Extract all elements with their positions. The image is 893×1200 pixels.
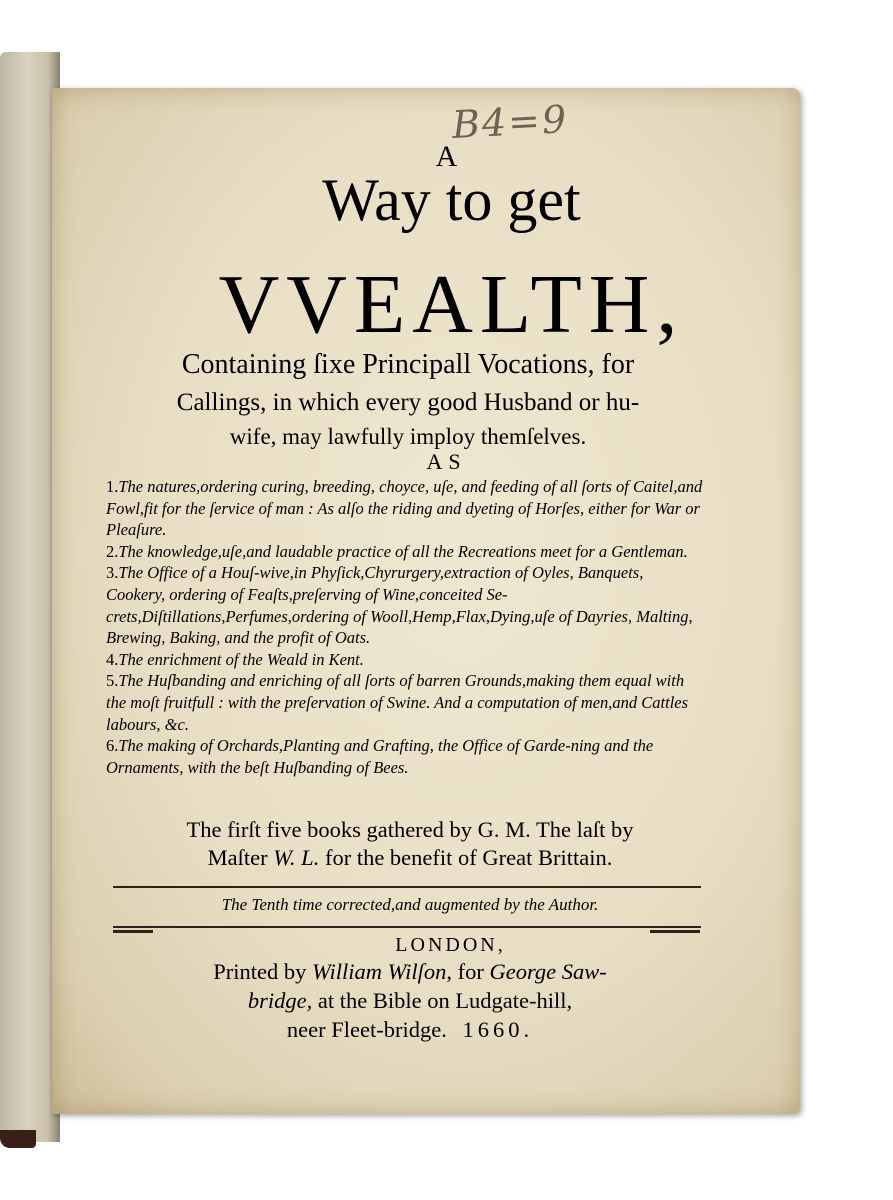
authors-line-1: The firſt five books gathered by G. M. The laſt by — [186, 817, 634, 842]
subtitle-line-1: Containing ſixe Principall Vocations, for — [181, 349, 635, 380]
bookseller-name: George Saw- — [489, 959, 607, 984]
item-text: The enrichment of the Weald in Kent. — [118, 649, 364, 669]
item-number: 2. — [106, 541, 119, 561]
item-number: 3. — [106, 563, 119, 583]
item-number: 4. — [106, 649, 119, 669]
printer-name: William Wilſon, — [311, 959, 452, 984]
imprint-year: 1660. — [462, 1017, 534, 1042]
imprint-line-1 — [110, 957, 710, 986]
imprint-city: LONDON, — [395, 934, 506, 956]
imprint-line-2 — [110, 986, 710, 1015]
item-text: The making of Orchards,Planting and Grafting, the Office of Garde-ning and the Ornaments, with the beſt Huſbanding of Bees. — [106, 736, 654, 777]
item-number: 1. — [106, 477, 119, 496]
subtitle-line-2: Callings, in which every good Husband or hu- — [176, 389, 640, 416]
bottom-rule — [113, 926, 701, 928]
authors-master: Maſter — [207, 845, 268, 870]
title-line: Way to get — [322, 167, 581, 233]
printed-by: Printed by — [213, 959, 307, 984]
vocation-item — [106, 541, 706, 563]
item-text: The natures,ordering curing, breeding, choyce, uſe, and feeding of all ſorts of Caitel,and Fowl,fit for the ſervice of man : As alſo the riding and dyeting of Horſes, either for War or Pleaſure. — [106, 477, 703, 540]
imprint-location: neer Fleet-bridge. — [286, 1017, 447, 1042]
title-main-word: VVEALTH, — [218, 258, 685, 351]
authors-statement — [110, 816, 710, 872]
vocation-item — [106, 476, 706, 541]
edition-statement: The Tenth time corrected,and augmented by the Author. — [221, 895, 599, 914]
item-number: 5. — [106, 671, 119, 691]
handwritten-shelfmark: B4=9 — [450, 96, 570, 148]
top-rule — [113, 886, 701, 888]
imprint-block — [110, 957, 710, 1044]
item-number: 6. — [106, 736, 119, 756]
bookseller-name-cont: bridge, — [247, 988, 313, 1013]
vocation-item — [106, 649, 706, 671]
vocations-list — [106, 476, 706, 778]
item-text: The Huſbanding and enriching of all ſorts of barren Grounds,making them equal with the moſt fruitfull : with the preſervation of Swine. And a computation of men,and Cattles labours, &c. — [106, 671, 689, 734]
item-text: The Office of a Houſ-wive,in Phyſick,Chyrurgery,extraction of Oyles, Banquets, Cookery, ordering of Feaſts,preſerving of Wine,conceited Se-crets,Diſtillations,Perfumes,ordering of Wooll,Hemp,Flax,Dying,uſe of Dayries, Malting, Brewing, Baking, and the profit of Oats. — [106, 563, 693, 648]
right-ornament-rule — [650, 930, 700, 933]
left-ornament-rule — [113, 930, 153, 933]
subtitle-line-3: wife, may lawfully imploy themſelves. — [229, 424, 587, 449]
imprint-line-3 — [110, 1015, 710, 1044]
authors-line-2 — [110, 844, 710, 872]
vocation-item — [106, 562, 706, 648]
authors-initials: W. L. — [273, 845, 320, 870]
vocation-item — [106, 670, 706, 735]
vocation-item — [106, 735, 706, 778]
item-text: The knowledge,uſe,and laudable practice of all the Recreations meet for a Gentleman. — [118, 541, 688, 561]
imprint-address: at the Bible on Ludgate-hill, — [317, 988, 573, 1013]
title-article: A — [435, 140, 458, 173]
for-label: for — [457, 959, 484, 984]
authors-benefit: for the benefit of Great Brittain. — [324, 845, 613, 870]
as-label: AS — [426, 449, 467, 474]
